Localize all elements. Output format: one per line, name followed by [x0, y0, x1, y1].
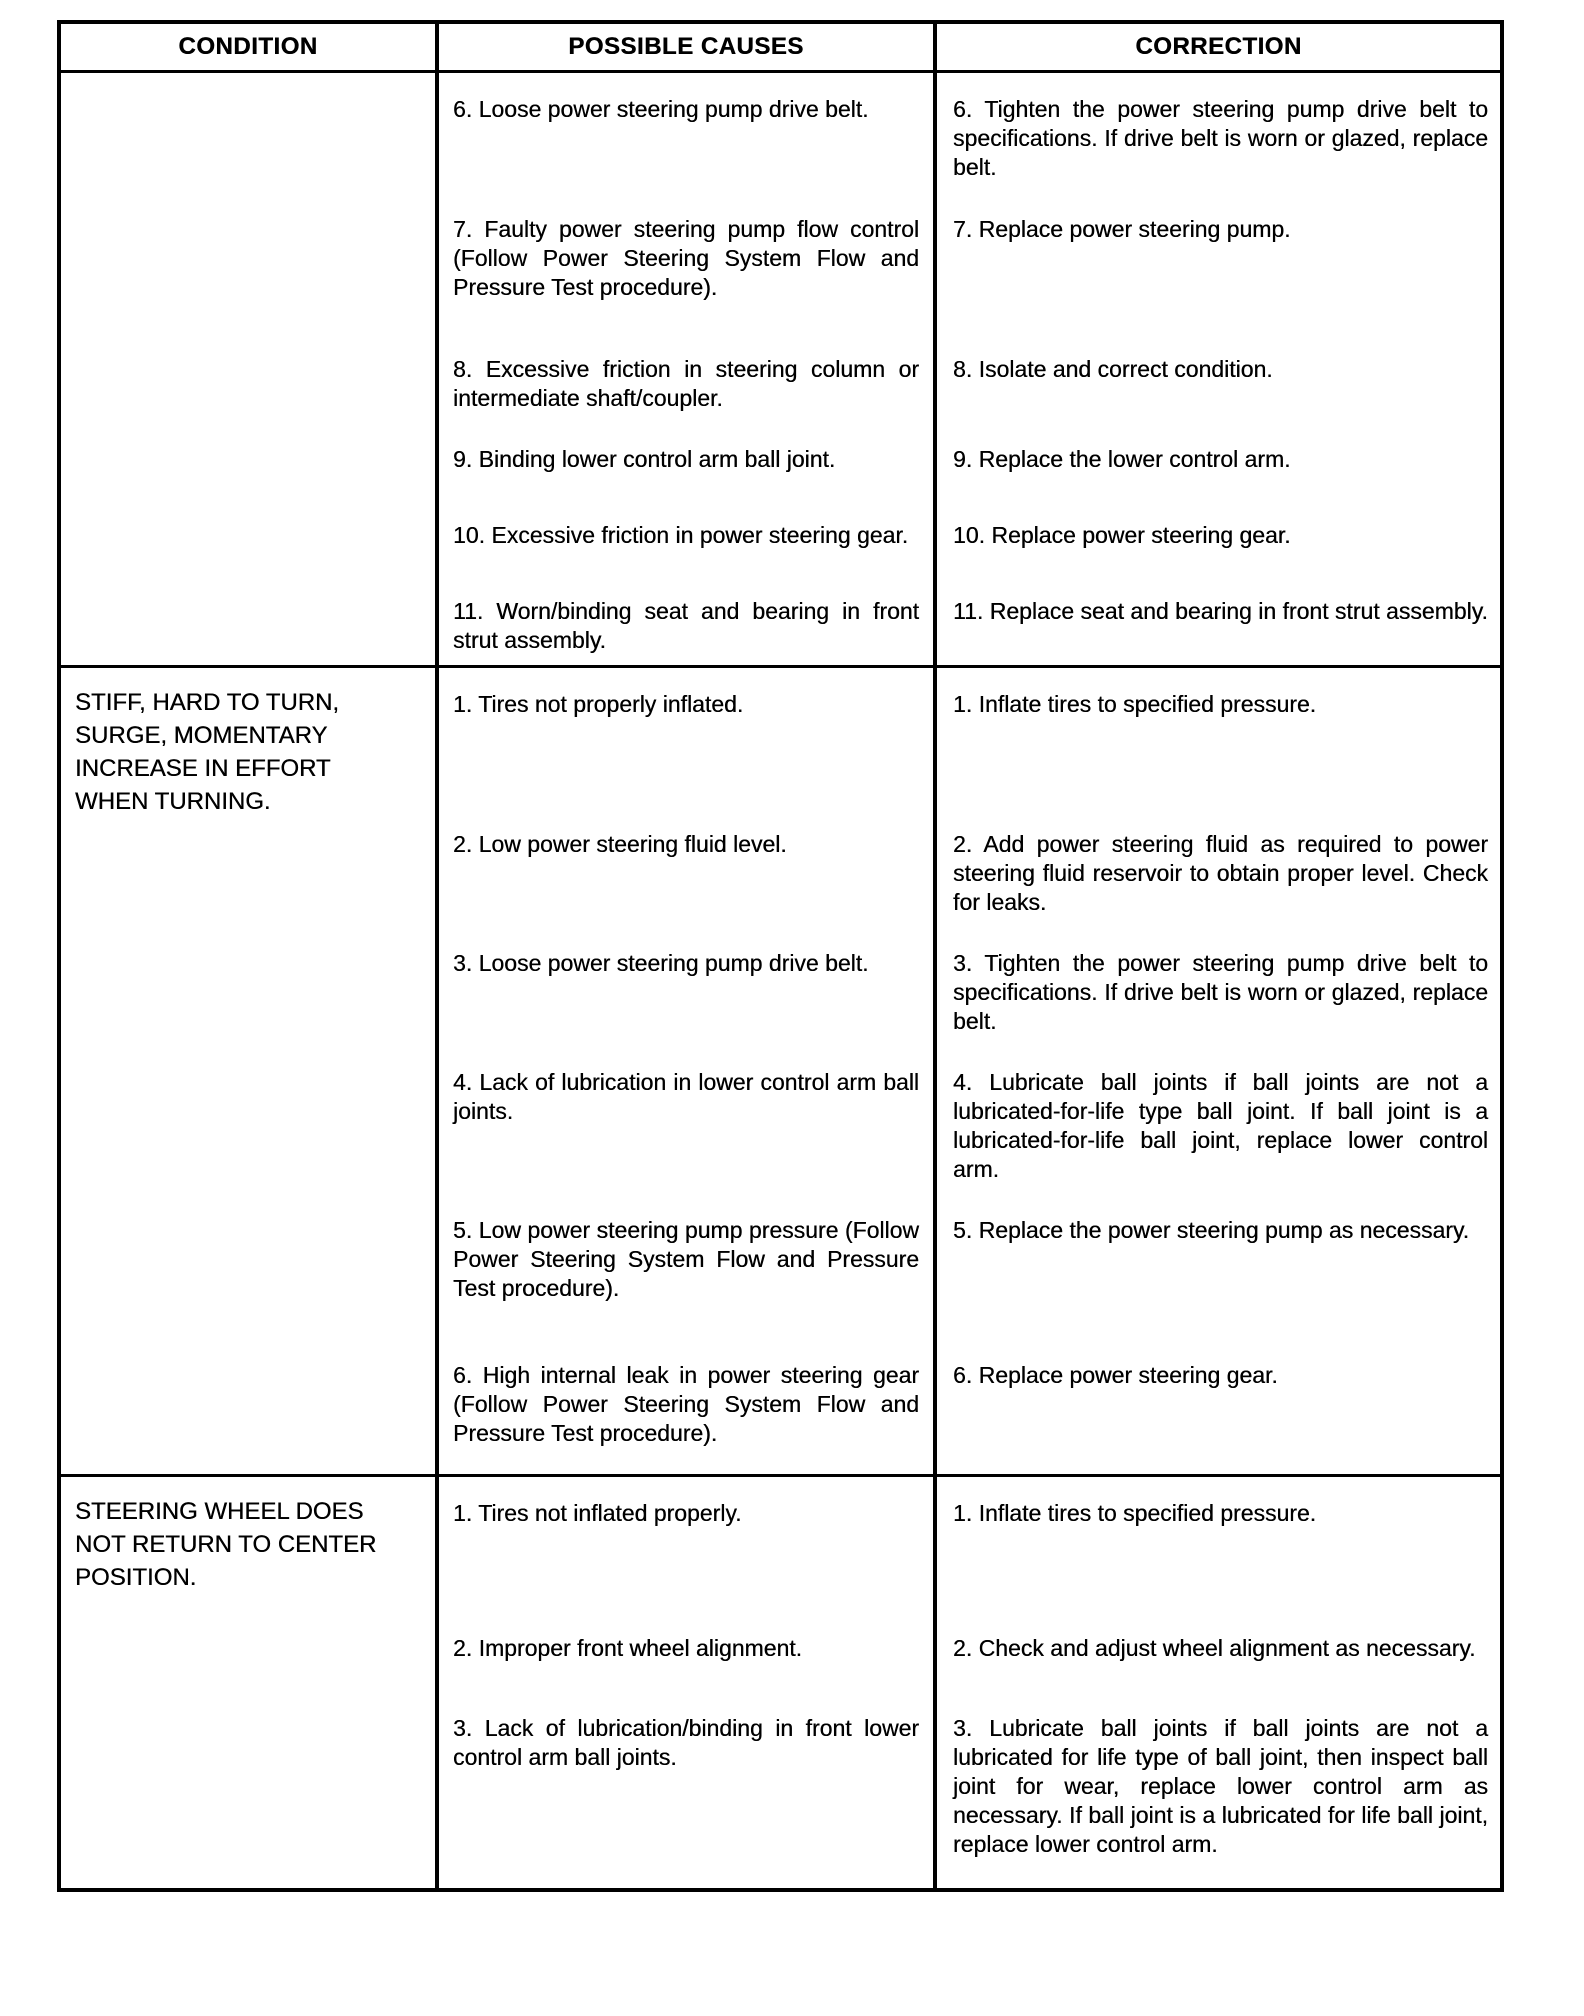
cause-cell: 7. Faulty power steering pump flow control (Follow Power Steering System Flow and Pressure Test procedure). — [453, 216, 919, 300]
correction-cell: 4. Lubricate ball joints if ball joints are not a lubricated-for-life type ball joint. If ball joint is a lubricated-for-life ball joint, replace lower control arm. — [953, 1069, 1488, 1182]
troubleshooting-table — [57, 20, 1504, 1892]
table-row — [61, 1474, 1500, 1888]
correction-cell: 6. Tighten the power steering pump drive belt to specifications. If drive belt is worn or glazed, replace belt. — [953, 96, 1488, 180]
cause-cell: 2. Low power steering fluid level. — [453, 831, 787, 857]
header-condition: CONDITION — [61, 24, 439, 70]
correction-cell: 3. Lubricate ball joints if ball joints are not a lubricated for life type of ball joint, then inspect ball joint for wear, replace lower control arm as necessary. If ball joint is a lubricated for life ball joint, replace lower control arm. — [953, 1715, 1488, 1857]
correction-cell: 2. Add power steering fluid as required to power steering fluid reservoir to obtain proper level. Check for leaks. — [953, 831, 1488, 915]
correction-cell: 1. Inflate tires to specified pressure. — [953, 1500, 1317, 1526]
correction-cell: 10. Replace power steering gear. — [953, 522, 1291, 548]
cause-cell: 4. Lack of lubrication in lower control arm ball joints. — [453, 1069, 919, 1124]
cause-cell: 3. Lack of lubrication/binding in front lower control arm ball joints. — [453, 1715, 919, 1770]
cause-cell: 3. Loose power steering pump drive belt. — [453, 950, 869, 976]
items-grid — [439, 73, 1500, 665]
correction-cell: 2. Check and adjust wheel alignment as necessary. — [953, 1635, 1476, 1661]
correction-cell: 7. Replace power steering pump. — [953, 216, 1291, 242]
header-possible-causes: POSSIBLE CAUSES — [439, 24, 937, 70]
cause-cell: 6. High internal leak in power steering gear (Follow Power Steering System Flow and Pressure Test procedure). — [453, 1362, 919, 1446]
items-grid — [439, 668, 1500, 1474]
items-grid — [439, 1477, 1500, 1888]
cause-cell: 10. Excessive friction in power steering gear. — [453, 522, 909, 548]
cause-cell: 1. Tires not properly inflated. — [453, 691, 744, 717]
condition-cell — [61, 73, 439, 665]
correction-cell: 1. Inflate tires to specified pressure. — [953, 691, 1317, 717]
cause-cell: 2. Improper front wheel alignment. — [453, 1635, 803, 1661]
cause-cell: 1. Tires not inflated properly. — [453, 1500, 742, 1526]
condition-cell: STIFF, HARD TO TURN, SURGE, MOMENTARY INCREASE IN EFFORT WHEN TURNING. — [61, 668, 439, 1474]
table-header-row — [61, 24, 1500, 70]
correction-cell: 8. Isolate and correct condition. — [953, 356, 1273, 382]
correction-cell: 9. Replace the lower control arm. — [953, 446, 1291, 472]
cause-cell: 9. Binding lower control arm ball joint. — [453, 446, 836, 472]
cause-cell: 6. Loose power steering pump drive belt. — [453, 96, 869, 122]
correction-cell: 6. Replace power steering gear. — [953, 1362, 1278, 1388]
correction-cell: 3. Tighten the power steering pump drive belt to specifications. If drive belt is worn or glazed, replace belt. — [953, 950, 1488, 1034]
condition-cell: STEERING WHEEL DOES NOT RETURN TO CENTER POSITION. — [61, 1477, 439, 1888]
header-correction: CORRECTION — [1135, 33, 1302, 60]
correction-cell: 5. Replace the power steering pump as necessary. — [953, 1217, 1470, 1243]
table-row — [61, 665, 1500, 1474]
cause-cell: 11. Worn/binding seat and bearing in front strut assembly. — [453, 598, 919, 653]
correction-cell: 11. Replace seat and bearing in front strut assembly. — [953, 598, 1488, 624]
table-row — [61, 70, 1500, 665]
table-body — [61, 70, 1500, 1888]
cause-cell: 8. Excessive friction in steering column or intermediate shaft/coupler. — [453, 356, 919, 411]
cause-cell: 5. Low power steering pump pressure (Follow Power Steering System Flow and Pressure Test procedure). — [453, 1217, 919, 1301]
